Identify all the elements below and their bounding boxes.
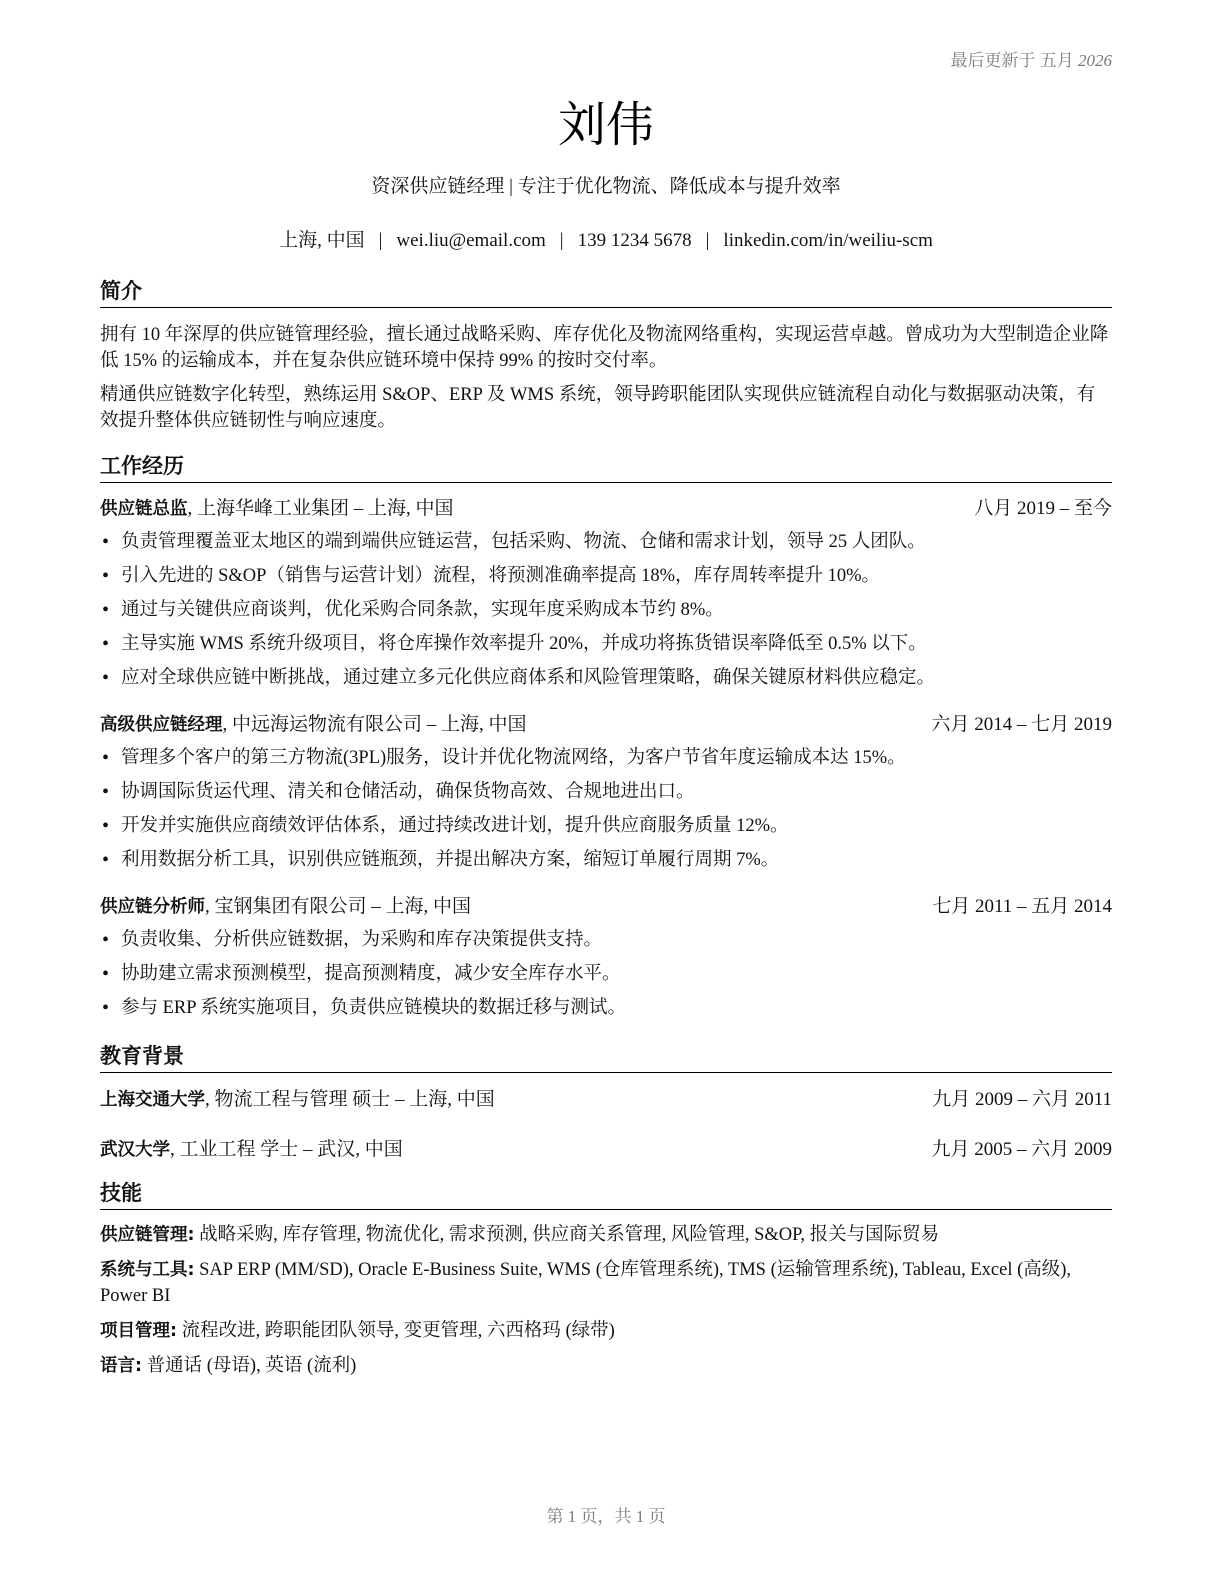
summary-paragraph: 拥有 10 年深厚的供应链管理经验，擅长通过战略采购、库存优化及物流网络重构，实现运营卓越。曾成功为大型制造企业降低 15% 的运输成本，并在复杂供应链环境中保持 99% 的按时交付率。 [100, 325, 1109, 371]
job-entry [100, 709, 1112, 877]
skill-line [100, 1222, 1112, 1248]
contact-separator: | [705, 230, 710, 251]
job-entry [100, 891, 1112, 1025]
education-entry [100, 1084, 1112, 1116]
section-title-summary: 简介 [100, 276, 1112, 308]
job-header [100, 493, 1112, 525]
job-bullets [100, 741, 1112, 877]
education-school: 上海交通大学 [100, 1090, 205, 1110]
section-title-experience: 工作经历 [100, 451, 1112, 483]
skill-value: 战略采购, 库存管理, 物流优化, 需求预测, 供应商关系管理, 风险管理, S&OP, 报关与国际贸易 [194, 1225, 940, 1245]
job-dates: 七月 2011 – 五月 2014 [932, 896, 1112, 917]
job-bullet: • 主导实施 WMS 系统升级项目，将仓库操作效率提升 20%，并成功将拣货错误率降低至 0.5% 以下。 [100, 627, 1112, 661]
last-updated-year: 2026 [1078, 51, 1112, 70]
job-bullet: • 应对全球供应链中断挑战，通过建立多元化供应商体系和风险管理策略，确保关键原材料供应稳定。 [100, 661, 1112, 695]
skill-value: SAP ERP (MM/SD), Oracle E-Business Suite, WMS (仓库管理系统), TMS (运输管理系统), Tableau, Excel (高级), Power BI [100, 1260, 1072, 1306]
education-entry [100, 1134, 1112, 1166]
job-entry [100, 493, 1112, 695]
job-dates: 六月 2014 – 七月 2019 [931, 714, 1112, 735]
section-title-skills: 技能 [100, 1178, 1112, 1210]
education-dates: 九月 2009 – 六月 2011 [932, 1089, 1112, 1110]
job-bullet: • 开发并实施供应商绩效评估体系，通过持续改进计划，提升供应商服务质量 12%。 [100, 809, 1112, 843]
job-bullet: • 负责管理覆盖亚太地区的端到端供应链运营，包括采购、物流、仓储和需求计划，领导 25 人团队。 [100, 525, 1112, 559]
contact-separator: | [559, 230, 564, 251]
job-bullet: • 参与 ERP 系统实施项目，负责供应链模块的数据迁移与测试。 [100, 991, 1112, 1025]
contact-info [100, 225, 1112, 252]
experience-section [100, 451, 1112, 1025]
contact-separator: | [378, 230, 383, 251]
job-header [100, 891, 1112, 923]
education-dates: 九月 2005 – 六月 2009 [931, 1139, 1112, 1160]
summary-paragraph: 精通供应链数字化转型，熟练运用 S&OP、ERP 及 WMS 系统，领导跨职能团队实现供应链流程自动化与数据驱动决策，有效提升整体供应链韧性与响应速度。 [100, 385, 1096, 431]
education-school: 武汉大学 [100, 1140, 170, 1160]
skills-section [100, 1178, 1112, 1379]
skill-label: 项目管理: [100, 1321, 177, 1341]
education-detail: , 物流工程与管理 硕士 – 上海, 中国 [205, 1089, 495, 1110]
last-updated [951, 46, 1113, 71]
job-header [100, 709, 1112, 741]
tagline: 资深供应链经理 | 专注于优化物流、降低成本与提升效率 [371, 176, 841, 197]
contact-location: 上海, 中国 [279, 230, 365, 251]
job-org: , 宝钢集团有限公司 – 上海, 中国 [205, 896, 472, 917]
skill-line [100, 1353, 1112, 1379]
job-dates: 八月 2019 – 至今 [974, 498, 1112, 519]
skill-label: 语言: [100, 1356, 142, 1376]
last-updated-label: 最后更新于 五月 [950, 51, 1074, 70]
job-role: 高级供应链经理 [100, 715, 223, 735]
job-bullet: • 管理多个客户的第三方物流(3PL)服务，设计并优化物流网络，为客户节省年度运输成本达 15%。 [100, 741, 1112, 775]
job-org: , 上海华峰工业集团 – 上海, 中国 [187, 498, 454, 519]
skill-value: 流程改进, 跨职能团队领导, 变更管理, 六西格玛 (绿带) [177, 1321, 615, 1341]
contact-phone[interactable]: 139 1234 5678 [577, 230, 692, 251]
job-org: , 中远海运物流有限公司 – 上海, 中国 [222, 714, 527, 735]
contact-linkedin[interactable]: linkedin.com/in/weiliu-scm [723, 230, 933, 251]
job-role: 供应链总监 [100, 499, 188, 519]
section-title-education: 教育背景 [100, 1041, 1112, 1073]
skill-line [100, 1318, 1112, 1344]
job-bullet: • 利用数据分析工具，识别供应链瓶颈，并提出解决方案，缩短订单履行周期 7%。 [100, 843, 1112, 877]
summary-section [100, 276, 1112, 434]
contact-email[interactable]: wei.liu@email.com [396, 230, 546, 251]
job-role: 供应链分析师 [100, 897, 205, 917]
job-bullets [100, 525, 1112, 695]
resume-page [100, 0, 1112, 1584]
job-bullet: • 通过与关键供应商谈判，优化采购合同条款，实现年度采购成本节约 8%。 [100, 593, 1112, 627]
job-bullet: • 协调国际货运代理、清关和仓储活动，确保货物高效、合规地进出口。 [100, 775, 1112, 809]
page-number: 第 1 页，共 1 页 [546, 1507, 666, 1526]
skill-label: 系统与工具: [100, 1260, 195, 1280]
skill-line [100, 1257, 1112, 1309]
skill-value: 普通话 (母语), 英语 (流利) [142, 1356, 357, 1376]
skill-label: 供应链管理: [100, 1225, 195, 1245]
job-bullet: • 负责收集、分析供应链数据，为采购和库存决策提供支持。 [100, 923, 1112, 957]
job-bullets [100, 923, 1112, 1025]
job-bullet: • 协助建立需求预测模型，提高预测精度，减少安全库存水平。 [100, 957, 1112, 991]
education-section [100, 1041, 1112, 1166]
candidate-name: 刘伟 [557, 97, 654, 153]
education-detail: , 工业工程 学士 – 武汉, 中国 [170, 1139, 403, 1160]
job-bullet: • 引入先进的 S&OP（销售与运营计划）流程，将预测准确率提高 18%，库存周转率提升 10%。 [100, 559, 1112, 593]
